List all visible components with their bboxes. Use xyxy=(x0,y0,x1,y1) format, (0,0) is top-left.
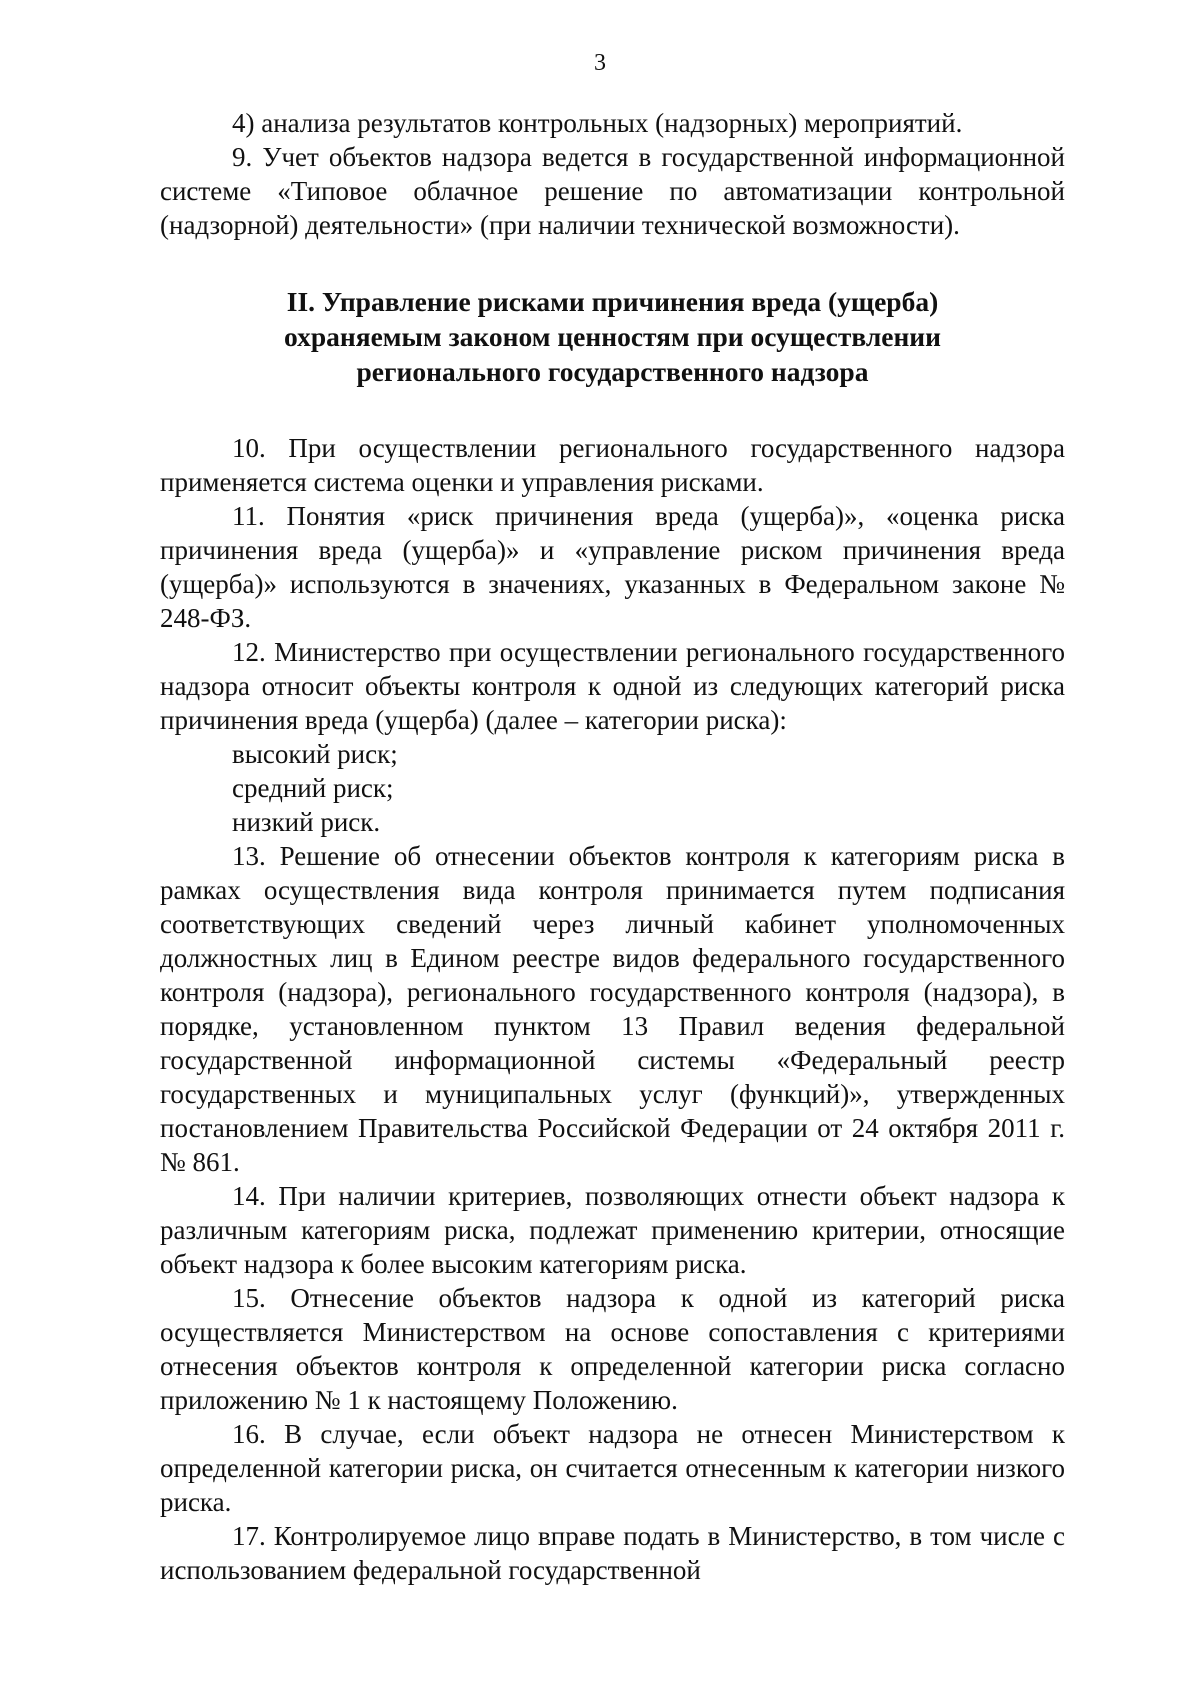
paragraph-14: 14. При наличии критериев, позволяющих отнести объект надзора к различным категориям риска, подлежат применению критерии, относящие объект надзора к более высоким категориям риска. xyxy=(160,1181,1065,1279)
paragraph-15: 15. Отнесение объектов надзора к одной из категорий риска осуществляется Министерством на основе сопоставления с критериями отнесения объектов контроля к определенной категории риска согласно приложению № 1 к настоящему Положению. xyxy=(160,1283,1065,1415)
section-heading-line: регионального государственного надзора xyxy=(356,356,869,387)
section-heading xyxy=(160,284,1065,389)
paragraph-10: 10. При осуществлении регионального государственного надзора применяется система оценки и управления рисками. xyxy=(160,433,1065,497)
risk-level-item: высокий риск; xyxy=(232,739,398,769)
section-heading-line: II. Управление рисками причинения вреда (ущерба) xyxy=(286,286,939,317)
paragraph-13: 13. Решение об отнесении объектов контроля к категориям риска в рамках осуществления вида контроля принимается путем подписания соответствующих сведений через личный кабинет уполномоченных должностных лиц в Едином реестре видов федерального государственного контроля (надзора), регионального государственного контроля (надзора), в порядке, установленном пунктом 13 Правил ведения федеральной государственной информационной системы «Федеральный реестр государственных и муниципальных услуг (функций)», утвержденных постановлением Правительства Российской Федерации от 24 октября 2011 г. № 861. xyxy=(160,841,1065,1177)
paragraph-17: 17. Контролируемое лицо вправе подать в Министерство, в том числе с использованием федеральной государственной xyxy=(160,1521,1065,1585)
document-body xyxy=(160,106,1065,1587)
section-heading-line: охраняемым законом ценностям при осуществлении xyxy=(284,321,941,352)
paragraph-16: 16. В случае, если объект надзора не отнесен Министерством к определенной категории риска, он считается отнесенным к категории низкого риска. xyxy=(160,1419,1065,1517)
paragraph-12: 12. Министерство при осуществлении регионального государственного надзора относит объекты контроля к одной из следующих категорий риска причинения вреда (ущерба) (далее – категории риска): xyxy=(160,637,1065,735)
risk-level-item: средний риск; xyxy=(232,773,394,803)
paragraph-9: 9. Учет объектов надзора ведется в государственной информационной системе «Типовое облачное решение по автоматизации контрольной (надзорной) деятельности» (при наличии технической возможности). xyxy=(160,142,1065,240)
risk-level-item: низкий риск. xyxy=(232,807,381,837)
paragraph-11: 11. Понятия «риск причинения вреда (ущерба)», «оценка риска причинения вреда (ущерба)» и «управление риском причинения вреда (ущерба)» используются в значениях, указанных в Федеральном законе № 248-ФЗ. xyxy=(160,501,1065,633)
paragraph-item-4: 4) анализа результатов контрольных (надзорных) мероприятий. xyxy=(232,108,963,138)
page-number: 3 xyxy=(594,50,606,76)
